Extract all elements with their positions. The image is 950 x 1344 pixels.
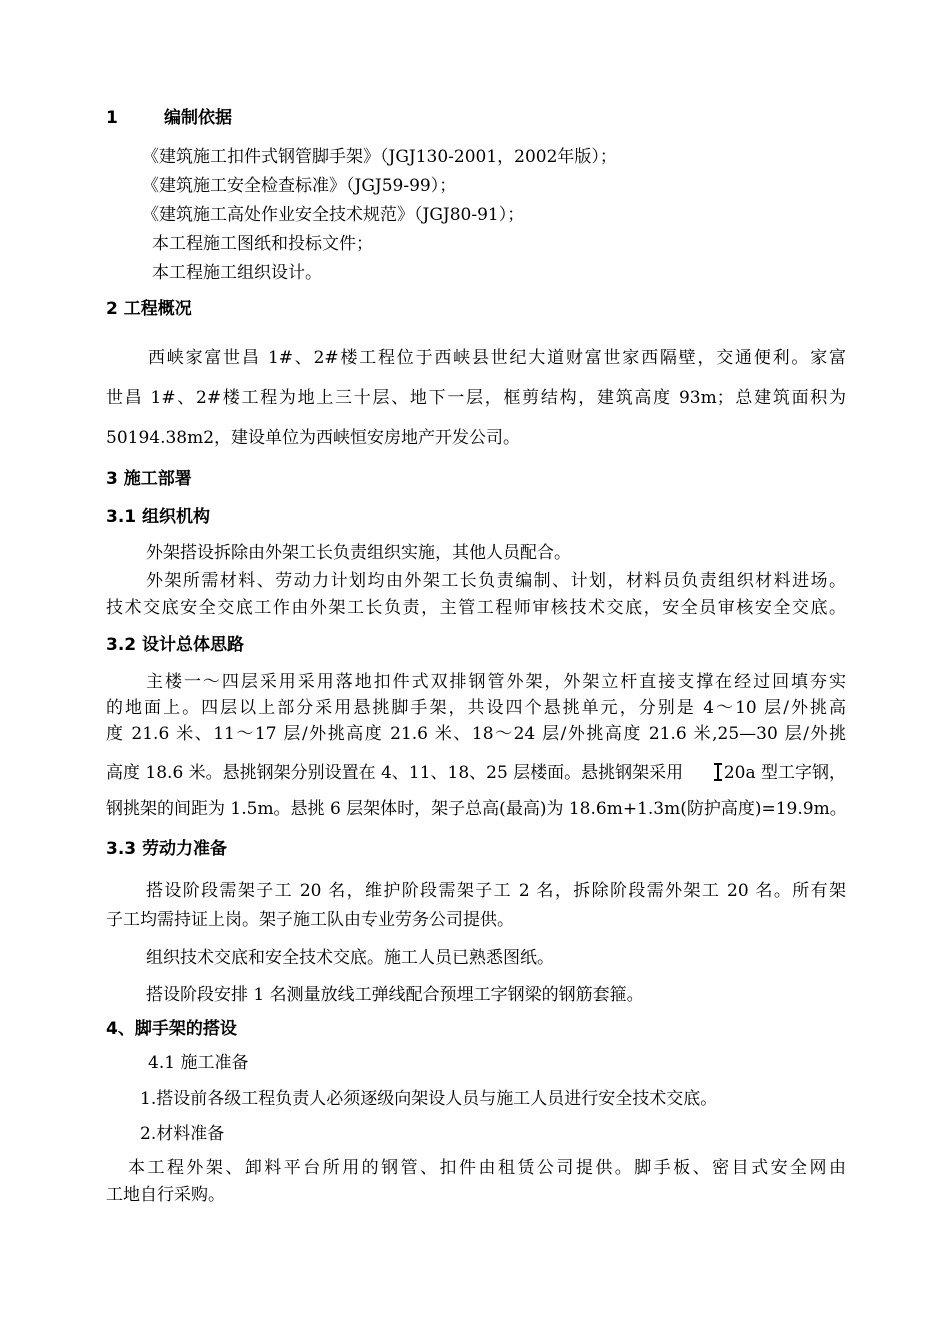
section-1-heading	[106, 106, 232, 130]
section-3-3-heading: 3.3 劳动力准备	[106, 839, 228, 859]
reference-item: 本工程施工组织设计。	[152, 263, 322, 283]
paragraph-line: 搭设阶段安排 1 名测量放线工弹线配合预埋工字钢梁的钢筋套箍。	[146, 985, 644, 1005]
paragraph-line: 技术交底安全交底工作由外架工长负责，主管工程师审核技术交底，安全员审核安全交底。	[106, 598, 846, 618]
paragraph-line-with-beam	[106, 761, 846, 785]
beam-spec: 20a 型工字钢，	[723, 763, 846, 783]
paragraph-line: 子工均需持证上岗。架子施工队由专业劳务公司提供。	[106, 910, 514, 930]
i-beam-icon	[714, 763, 723, 781]
section-3-heading: 3 施工部署	[106, 469, 192, 489]
subsection-4-1-heading: 4.1 施工准备	[148, 1053, 249, 1073]
paragraph-line: 搭设阶段需架子工 20 名，维护阶段需架子工 2 名，拆除阶段需外架工 20 名。所有架	[146, 881, 846, 901]
paragraph-line: 工地自行采购。	[106, 1185, 225, 1205]
section-2-heading: 2 工程概况	[106, 299, 192, 319]
section-1-title: 编制依据	[164, 108, 232, 128]
paragraph-line: 50194.38m2，建设单位为西峡恒安房地产开发公司。	[106, 428, 521, 448]
list-item: 1.搭设前各级工程负责人必须逐级向架设人员与施工人员进行安全技术交底。	[140, 1089, 718, 1109]
section-1-number: 1	[106, 108, 118, 128]
paragraph-line: 外架搭设拆除由外架工长负责组织实施，其他人员配合。	[146, 543, 571, 563]
paragraph-line: 本工程外架、卸料平台所用的钢管、扣件由租赁公司提供。脚手板、密目式安全网由	[128, 1158, 846, 1178]
list-item: 2.材料准备	[140, 1124, 225, 1144]
paragraph-line: 外架所需材料、劳动力计划均由外架工长负责编制、计划，材料员负责组织材料进场。	[146, 571, 846, 591]
section-3-2-heading: 3.2 设计总体思路	[106, 635, 245, 655]
paragraph-line: 西峡家富世昌 1#、2#楼工程位于西峡县世纪大道财富世家西隔壁，交通便利。家富	[148, 348, 846, 368]
reference-item: 《建筑施工安全检查标准》（JGJ59-99）；	[142, 176, 457, 196]
section-3-1-heading: 3.1 组织机构	[106, 507, 211, 527]
reference-item: 本工程施工图纸和投标文件；	[152, 234, 373, 254]
reference-item: 《建筑施工扣件式钢管脚手架》（JGJ130-2001，2002年版）；	[142, 147, 617, 167]
reference-item: 《建筑施工高处作业安全技术规范》（JGJ80-91）；	[142, 205, 525, 225]
paragraph-line: 世昌 1#、2#楼工程为地上三十层、地下一层，框剪结构，建筑高度 93m；总建筑面积为	[106, 388, 846, 408]
paragraph-text-tail	[714, 761, 846, 785]
paragraph-line: 度 21.6 米、11～17 层/外挑高度 21.6 米、18～24 层/外挑高度 21.6 米,25—30 层/外挑	[106, 724, 846, 744]
paragraph-text: 高度 18.6 米。悬挑钢架分别设置在 4、11、18、25 层楼面。悬挑钢架采用	[106, 763, 684, 783]
paragraph-line: 钢挑架的间距为 1.5m。悬挑 6 层架体时，架子总高(最高)为 18.6m+1.3m(防护高度)=19.9m。	[106, 799, 847, 819]
paragraph-line: 主楼一～四层采用采用落地扣件式双排钢管外架，外架立杆直接支撑在经过回填夯实	[146, 672, 846, 692]
section-4-heading: 4、脚手架的搭设	[106, 1019, 237, 1039]
paragraph-line: 组织技术交底和安全技术交底。施工人员已熟悉图纸。	[146, 948, 554, 968]
paragraph-line: 的地面上。四层以上部分采用悬挑脚手架，共设四个悬挑单元，分别是 4～10 层/外挑高	[106, 698, 846, 718]
